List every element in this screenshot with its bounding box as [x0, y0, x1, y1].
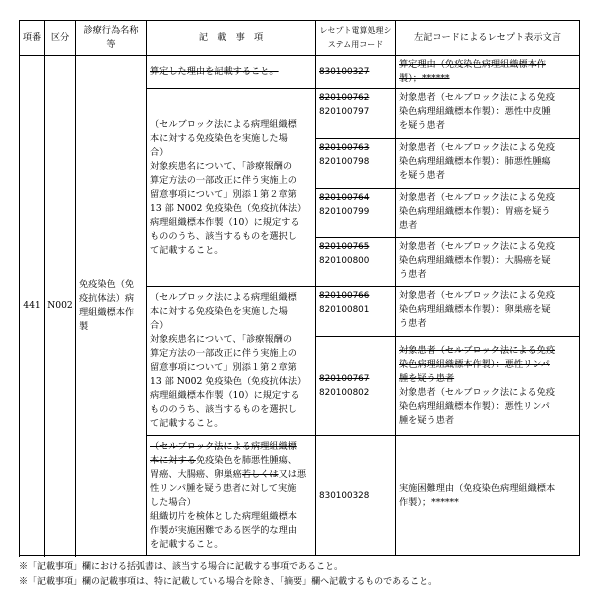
- entry-line: 本に対する免疫染色を実施した場: [150, 132, 288, 144]
- entry-line: 13 部 N002 免疫染色（免疫抗体法）: [150, 202, 307, 214]
- entry-line: （セルブロック法による病理組織標: [150, 440, 297, 452]
- display-line: 対象患者（セルブロック法による免疫: [399, 387, 556, 398]
- display-line: 対象患者（セルブロック法による免疫: [399, 92, 556, 103]
- entry-line: 合）: [150, 146, 169, 158]
- display-cell-7: [396, 337, 580, 436]
- display-line: 患者: [399, 220, 418, 231]
- display-cell-8: [396, 436, 580, 556]
- receipt-code-table: [19, 20, 580, 556]
- entry-line: て記載すること。: [150, 244, 224, 256]
- entry-fragment: 若しくは: [241, 468, 279, 480]
- display-line: 算定理由（免疫染色病理組織標本作: [399, 59, 546, 70]
- display-cell-3: [396, 139, 580, 189]
- code-cell-4: [316, 189, 396, 238]
- entry-line: 13 部 N002 免疫染色（免疫抗体法）: [150, 376, 307, 387]
- entry-line: （セルブロック法による病理組織標: [150, 118, 297, 130]
- entry-line: 対象疾患名について、「診療報酬の: [150, 334, 293, 345]
- display-line-old: 腫を疑う患者: [399, 373, 455, 384]
- entry-fragment: 免疫染色を肺悪性腫瘍、: [195, 454, 297, 466]
- display-line: 製）；******: [399, 73, 450, 84]
- entry-cell-3: [147, 287, 316, 436]
- entry-cell-4: [147, 436, 316, 556]
- header-row: [20, 21, 580, 56]
- entry-fragment: 胃癌、大腸癌、卵巣癌: [150, 468, 242, 480]
- code-830100328: 830100328: [319, 490, 370, 501]
- entry-line: 病理組織標本作製（10）に規定する: [150, 390, 300, 401]
- category-cell: N002: [45, 56, 76, 556]
- display-line: 対象患者（セルブロック法による免疫: [399, 192, 556, 203]
- display-line: 染色病理組織標本作製）：肺悪性腫瘍: [399, 156, 551, 167]
- display-line: 実施困難理由（免疫染色病理組織標本: [399, 482, 556, 494]
- display-line: 対象患者（セルブロック法による免疫: [399, 290, 556, 301]
- display-line-old: 対象患者（セルブロック法による免疫: [399, 345, 556, 356]
- display-cell-5: [396, 238, 580, 287]
- entry-line: [150, 454, 312, 468]
- display-line: 染色病理組織標本作製）：悪性リンパ: [399, 401, 550, 412]
- entry-fragment: 又は悪: [278, 468, 307, 480]
- entry-line: 合）: [150, 320, 169, 331]
- header-code: レセプト電算処理システム用コード: [316, 21, 396, 56]
- display-cell-6: [396, 287, 580, 337]
- code-old: 820100763: [319, 143, 370, 153]
- code-new: 820100798: [319, 157, 370, 167]
- entry-cell-1: 算定した理由を記載すること。: [147, 56, 316, 89]
- display-line: う患者: [399, 269, 427, 280]
- code-new: 820100802: [319, 388, 370, 398]
- display-line: 染色病理組織標本作製）：悪性中皮腫: [399, 106, 551, 117]
- code-cell-3: [316, 139, 396, 189]
- entry-line: 算定方法の一部改正に伴う実施上の: [150, 348, 297, 359]
- header-entry: 記 載 事 項: [147, 21, 316, 56]
- table-row: [20, 56, 580, 89]
- display-line: 染色病理組織標本作製）：卵巣癌を疑: [399, 304, 551, 315]
- header-item-no: 項番: [20, 21, 45, 56]
- display-line: 対象患者（セルブロック法による免疫: [399, 241, 556, 252]
- footnote: ※「記載事項」欄の記載事項は、特に記載している場合を除き、「摘要」欄へ記載するものであること。: [19, 577, 438, 587]
- code-old: 820100766: [319, 291, 370, 301]
- entry-line: [150, 468, 312, 482]
- display-line: 腫を疑う患者: [399, 415, 455, 426]
- entry-line: 病理組織標本作製（10）に規定する: [150, 216, 300, 228]
- code-old: 820100764: [319, 193, 370, 203]
- code-old: 820100767: [319, 374, 370, 384]
- display-line: う患者: [399, 318, 427, 329]
- code-new: 820100801: [319, 305, 370, 315]
- display-line: 染色病理組織標本作製）：大腸癌を疑: [399, 255, 551, 266]
- code-old: 820100762: [319, 93, 370, 103]
- entry-line: 対象疾患名について、「診療報酬の: [150, 160, 293, 172]
- footnotes: [19, 560, 584, 590]
- display-line: 作製）；******: [399, 496, 459, 508]
- display-cell-2: [396, 89, 580, 139]
- display-line: 対象患者（セルブロック法による免疫: [399, 142, 556, 153]
- procedure-cell: 免疫染色（免疫抗体法）病理組織標本作製: [76, 56, 147, 556]
- code-830100327: 830100327: [319, 67, 370, 77]
- item-no-cell: 441: [20, 56, 45, 556]
- entry-line: 性リンパ腫を疑う患者に対して実施: [150, 482, 297, 494]
- code-new: 820100800: [319, 256, 370, 266]
- entry-line: した場合）: [150, 496, 196, 508]
- header-procedure: 診療行為名称等: [76, 21, 147, 56]
- entry-line: もののうち、該当するものを選択し: [150, 230, 297, 242]
- entry-line: （セルブロック法による病理組織標: [150, 292, 297, 303]
- display-cell-4: [396, 189, 580, 238]
- entry-cell-2: [147, 89, 316, 287]
- code-new: 820100799: [319, 207, 370, 217]
- entry-line: て記載すること。: [150, 418, 224, 429]
- code-cell-2: [316, 89, 396, 139]
- display-line-old: 染色病理組織標本作製）：悪性リンパ: [399, 359, 550, 370]
- entry-line: もののうち、該当するものを選択し: [150, 404, 297, 415]
- entry-line: 本に対する免疫染色を実施した場: [150, 306, 288, 317]
- code-cell-8: [316, 436, 396, 556]
- entry-line: 留意事項について」別添１第２章第: [150, 362, 297, 373]
- code-cell-1: [316, 56, 396, 89]
- display-cell-1: [396, 56, 580, 89]
- display-line: を疑う患者: [399, 170, 445, 181]
- footnote: ※「記載事項」欄における括弧書は、該当する場合に記載する事項であること。: [19, 562, 344, 572]
- entry-line: 算定方法の一部改正に伴う実施上の: [150, 174, 297, 186]
- code-cell-6: [316, 287, 396, 337]
- entry-line: を記載すること。: [150, 538, 224, 550]
- code-cell-5: [316, 238, 396, 287]
- header-category: 区分: [45, 21, 76, 56]
- display-line: を疑う患者: [399, 120, 445, 131]
- display-line: 染色病理組織標本作製）：胃癌を疑う: [399, 206, 551, 217]
- code-cell-7: [316, 337, 396, 436]
- entry-fragment: 本に対する: [150, 454, 196, 466]
- entry-line: 組織切片を検体とした病理組織標本: [150, 510, 297, 522]
- entry-line: 作製が実施困難である医学的な理由: [150, 524, 297, 536]
- code-old: 820100765: [319, 242, 370, 252]
- entry-line: 留意事項について」別添１第２章第: [150, 188, 297, 200]
- code-new: 820100797: [319, 107, 370, 117]
- header-display: 左記コードによるレセプト表示文言: [396, 21, 580, 56]
